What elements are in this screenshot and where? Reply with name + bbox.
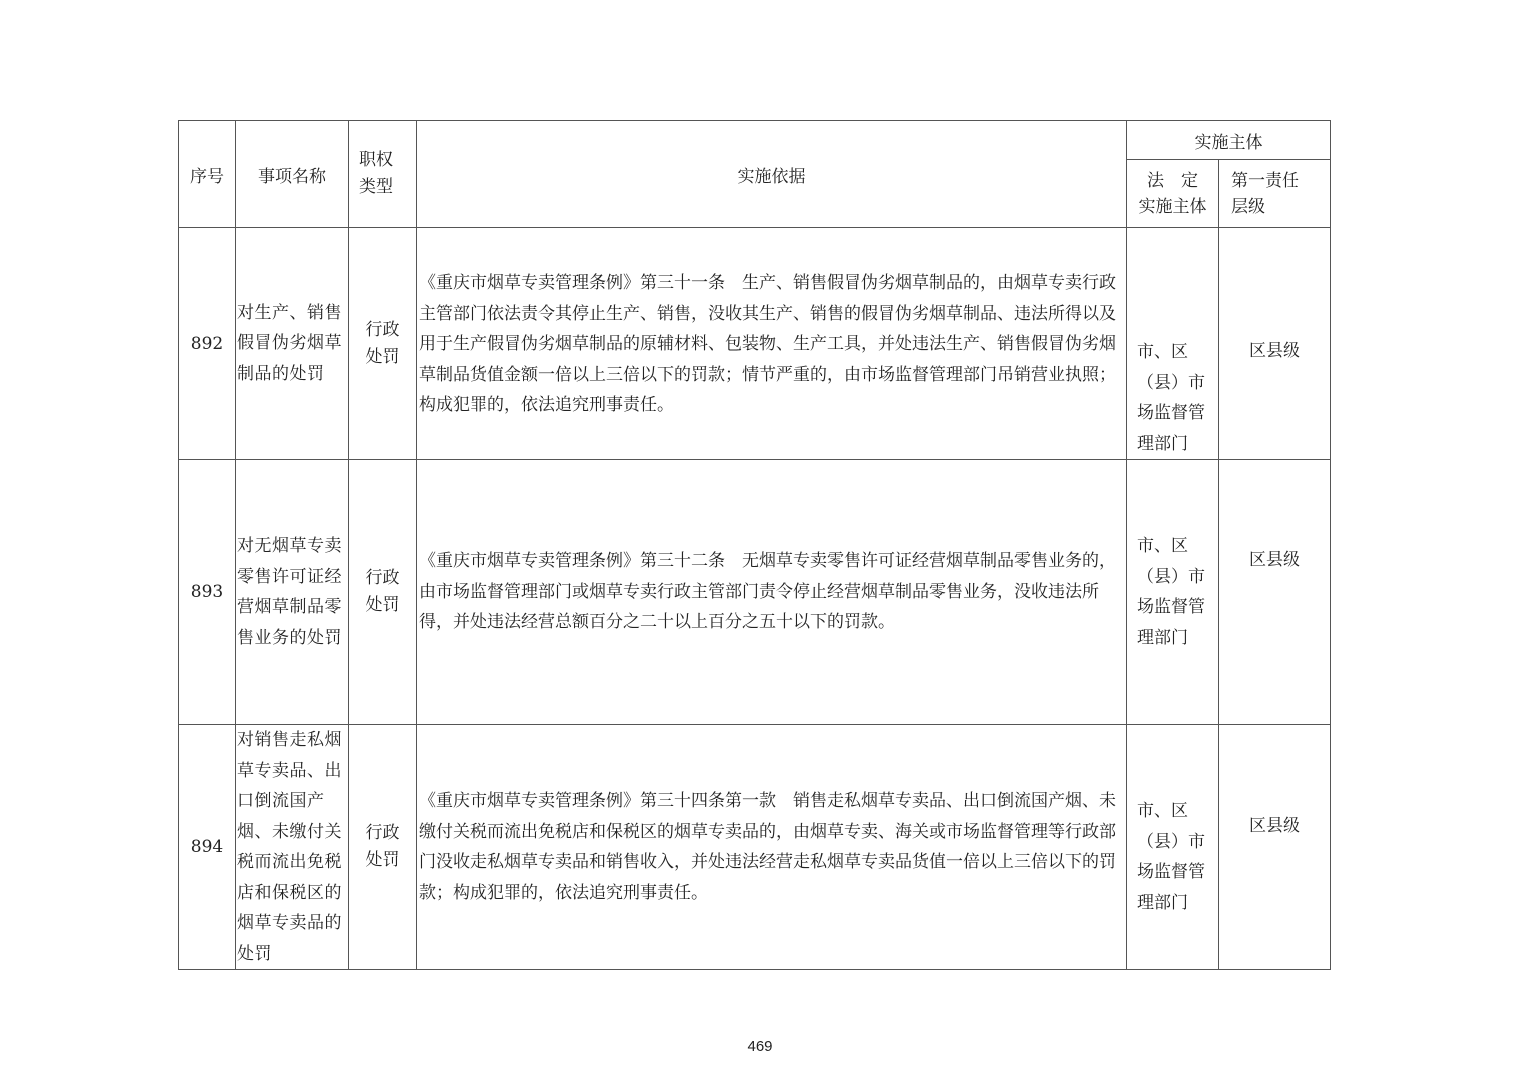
header-basis: 实施依据	[417, 121, 1127, 228]
row-item-name: 对生产、销售假冒伪劣烟草制品的处罚	[236, 228, 349, 460]
row-basis	[417, 228, 1127, 460]
header-legal-subject: 法 定 实施主体	[1127, 160, 1219, 228]
law-title: 《重庆市烟草专卖管理条例》	[419, 791, 640, 811]
header-seq: 序号	[179, 121, 236, 228]
row-seq: 894	[179, 725, 236, 970]
row-level: 区县级	[1219, 228, 1331, 460]
table-row	[179, 460, 1331, 725]
row-seq: 892	[179, 228, 236, 460]
header-responsibility-level: 第一责任 层级	[1219, 160, 1331, 228]
row-agency: 市、区（县）市场监督管理部门	[1127, 228, 1219, 460]
header-item-name: 事项名称	[236, 121, 349, 228]
row-basis	[417, 460, 1127, 725]
header-subject-group: 实施主体	[1127, 121, 1331, 160]
row-power-type: 行政 处罚	[349, 460, 417, 725]
law-title: 《重庆市烟草专卖管理条例》	[419, 273, 640, 293]
law-title: 《重庆市烟草专卖管理条例》	[419, 551, 640, 572]
row-item-name: 对销售走私烟草专卖品、出口倒流国产烟、未缴付关税而流出免税店和保税区的烟草专卖品的处罚	[236, 725, 349, 970]
row-agency: 市、区（县）市场监督管理部门	[1127, 460, 1219, 725]
row-level: 区县级	[1219, 725, 1331, 970]
header-power-type: 职权 类型	[349, 121, 417, 228]
row-power-type: 行政 处罚	[349, 228, 417, 460]
law-article-text: 第三十一条 生产、销售假冒伪劣烟草制品的，由烟草专卖行政主管部门依法责令其停止生产、销售，没收其生产、销售的假冒伪劣烟草制品、违法所得以及用于生产假冒伪劣烟草制品的原辅材料、包装物、生产工具，并处违法生产、销售假冒伪劣烟草制品货值金额一倍以上三倍以下的罚款；情节严重的，由市场监督管理部门吊销营业执照；构成犯罪的，依法追究刑事责任。	[419, 273, 1116, 415]
row-power-type: 行政 处罚	[349, 725, 417, 970]
row-seq: 893	[179, 460, 236, 725]
row-level: 区县级	[1219, 460, 1331, 725]
row-item-name: 对无烟草专卖零售许可证经营烟草制品零售业务的处罚	[236, 460, 349, 725]
table-row	[179, 725, 1331, 970]
row-agency: 市、区（县）市场监督管理部门	[1127, 725, 1219, 970]
page-number: 469	[747, 1038, 773, 1055]
enforcement-items-table	[178, 120, 1331, 970]
law-article-text: 第三十二条 无烟草专卖零售许可证经营烟草制品零售业务的，由市场监督管理部门或烟草专卖行政主管部门责令停止经营烟草制品零售业务，没收违法所得，并处违法经营总额百分之二十以上百分之五十以下的罚款。	[419, 551, 1116, 633]
row-basis	[417, 725, 1127, 970]
law-article-text: 第三十四条第一款 销售走私烟草专卖品、出口倒流国产烟、未缴付关税而流出免税店和保税区的烟草专卖品的，由烟草专卖、海关或市场监督管理等行政部门没收走私烟草专卖品和销售收入，并处违法经营走私烟草专卖品货值一倍以上三倍以下的罚款；构成犯罪的，依法追究刑事责任。	[419, 791, 1116, 903]
table-row	[179, 228, 1331, 460]
